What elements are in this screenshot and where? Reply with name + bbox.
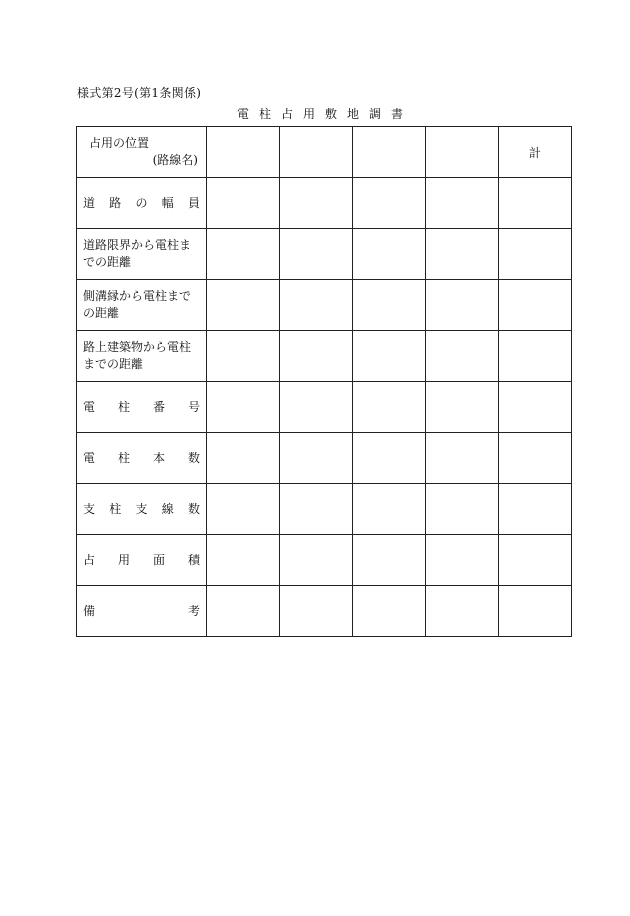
row-label — [83, 501, 200, 518]
document-title — [0, 105, 630, 122]
total-cell[interactable] — [499, 535, 572, 586]
data-cell[interactable] — [207, 433, 280, 484]
row-label-char: 支 — [135, 501, 148, 516]
data-cell[interactable] — [280, 280, 353, 331]
row-label-char: 号 — [187, 399, 200, 414]
row-label-char: 面 — [152, 552, 165, 567]
row-label-cell — [77, 280, 207, 331]
data-cell[interactable] — [353, 586, 426, 637]
data-cell[interactable] — [280, 484, 353, 535]
data-cell[interactable] — [280, 229, 353, 280]
data-cell[interactable] — [353, 178, 426, 229]
row-label-cell — [77, 382, 207, 433]
row-label-char: 数 — [187, 450, 200, 465]
data-cell[interactable] — [353, 535, 426, 586]
table-row — [77, 382, 572, 433]
row-label-char: 備 — [83, 603, 96, 618]
total-cell[interactable] — [499, 280, 572, 331]
row-label-char: 柱 — [109, 501, 122, 516]
row-label-char: 幅 — [161, 195, 174, 210]
row-label-char: 線 — [161, 501, 174, 516]
table-row — [77, 280, 572, 331]
row-label-char: 電 — [83, 450, 96, 465]
data-cell[interactable] — [353, 229, 426, 280]
title-char: 用 — [302, 107, 315, 121]
row-label-char: 本 — [152, 450, 165, 465]
data-cell[interactable] — [426, 331, 499, 382]
title-char: 書 — [391, 107, 404, 121]
row-label — [83, 195, 200, 212]
row-label — [83, 399, 200, 416]
total-cell[interactable] — [499, 331, 572, 382]
total-cell[interactable] — [499, 484, 572, 535]
data-cell[interactable] — [426, 433, 499, 484]
row-label — [83, 450, 200, 467]
row-label-cell — [77, 433, 207, 484]
data-cell[interactable] — [353, 484, 426, 535]
data-cell[interactable] — [280, 433, 353, 484]
row-label-char: 員 — [187, 195, 200, 210]
row-label-char: 柱 — [117, 399, 130, 414]
data-cell[interactable] — [426, 127, 499, 178]
row-label-char: 柱 — [117, 450, 130, 465]
data-cell[interactable] — [280, 586, 353, 637]
row-label: 道路限界から電柱までの距離 — [83, 238, 192, 269]
route-name-header-label: (路線名) — [152, 153, 198, 167]
table-row — [77, 178, 572, 229]
title-char: 調 — [369, 107, 382, 121]
row-label-char: 道 — [83, 195, 96, 210]
table-header-row — [77, 127, 572, 178]
table-row — [77, 331, 572, 382]
row-label: 側溝縁から電柱までの距離 — [83, 289, 192, 320]
data-cell[interactable] — [426, 586, 499, 637]
title-char: 柱 — [258, 107, 271, 121]
table-row — [77, 433, 572, 484]
row-label-char: 支 — [83, 501, 96, 516]
data-cell[interactable] — [353, 433, 426, 484]
row-label-char: 路 — [109, 195, 122, 210]
row-label-char: 積 — [187, 552, 200, 567]
data-cell[interactable] — [207, 127, 280, 178]
title-char: 電 — [236, 107, 249, 121]
data-cell[interactable] — [426, 280, 499, 331]
data-cell[interactable] — [353, 382, 426, 433]
data-cell[interactable] — [207, 535, 280, 586]
total-cell[interactable] — [499, 229, 572, 280]
row-label-char: 用 — [117, 552, 130, 567]
title-char: 敷 — [325, 107, 338, 121]
survey-table — [76, 126, 572, 637]
data-cell[interactable] — [426, 535, 499, 586]
title-char: 地 — [347, 107, 360, 121]
data-cell[interactable] — [426, 382, 499, 433]
row-label-cell — [77, 484, 207, 535]
data-cell[interactable] — [280, 382, 353, 433]
total-cell[interactable] — [499, 382, 572, 433]
title-char: 占 — [280, 107, 293, 121]
row-label-char: の — [135, 195, 148, 210]
total-cell[interactable] — [499, 586, 572, 637]
total-cell[interactable] — [499, 433, 572, 484]
form-number-label: 様式第2号(第1条関係) — [77, 86, 202, 100]
total-cell[interactable] — [499, 178, 572, 229]
total-header-cell: 計 — [499, 127, 572, 178]
data-cell[interactable] — [280, 127, 353, 178]
data-cell[interactable] — [207, 331, 280, 382]
row-label-char: 考 — [187, 603, 200, 618]
table-row — [77, 229, 572, 280]
data-cell[interactable] — [353, 127, 426, 178]
row-label-char: 数 — [187, 501, 200, 516]
data-cell[interactable] — [426, 229, 499, 280]
row-label-char: 電 — [83, 399, 96, 414]
table-row — [77, 484, 572, 535]
row-label — [83, 603, 200, 620]
row-label-cell — [77, 331, 207, 382]
row-label-cell — [77, 535, 207, 586]
data-cell[interactable] — [207, 586, 280, 637]
row-label: 路上建築物から電柱までの距離 — [83, 340, 192, 371]
row-label-cell — [77, 229, 207, 280]
row-label — [83, 552, 200, 569]
position-header-label: 占用の位置 — [89, 136, 150, 150]
data-cell[interactable] — [426, 178, 499, 229]
data-cell[interactable] — [353, 331, 426, 382]
row-label-cell — [77, 586, 207, 637]
data-cell[interactable] — [353, 280, 426, 331]
data-cell[interactable] — [207, 178, 280, 229]
row-label-char: 占 — [83, 552, 96, 567]
data-cell[interactable] — [207, 382, 280, 433]
data-cell[interactable] — [207, 280, 280, 331]
data-cell[interactable] — [280, 331, 353, 382]
position-header-cell — [77, 127, 207, 178]
row-label-char: 番 — [152, 399, 165, 414]
data-cell[interactable] — [280, 535, 353, 586]
data-cell[interactable] — [280, 178, 353, 229]
data-cell[interactable] — [207, 484, 280, 535]
table-row — [77, 535, 572, 586]
row-label-cell — [77, 178, 207, 229]
data-cell[interactable] — [426, 484, 499, 535]
data-cell[interactable] — [207, 229, 280, 280]
table-row — [77, 586, 572, 637]
